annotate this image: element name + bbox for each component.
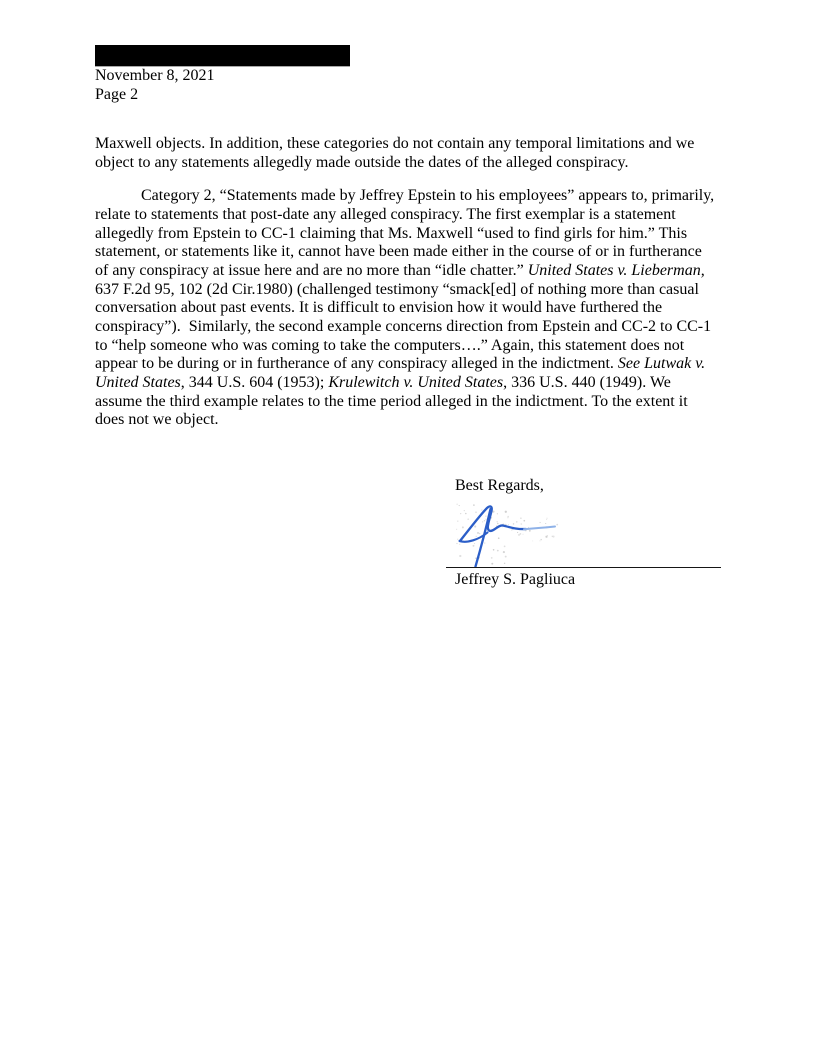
text-line [95,355,727,374]
text-segment: relate to statements that post-date any alleged conspiracy. The first exemplar is a statement [95,205,676,223]
signatory-name: Jeffrey S. Pagliuca [455,571,576,588]
closing-salutation: Best Regards, [455,477,544,494]
text-segment: assume the third example relates to the time period alleged in the indictment. To the extent it [95,392,688,410]
text-line [95,225,727,244]
text-segment: Maxwell objects. In addition, these categories do not contain any temporal limitations and we [95,135,695,152]
text-line [95,299,727,318]
page-number-label: Page 2 [95,86,139,103]
text-line [95,281,727,300]
signature-stroke-tail [524,527,555,530]
redaction-bar [95,45,350,67]
paragraph [95,187,727,430]
text-line [95,337,727,356]
text-segment: appear to be during or in furtherance of any conspiracy alleged in the indictment. [95,355,618,373]
paragraph [95,135,727,172]
text-line [95,135,727,154]
letter-body [95,135,727,430]
signature-image [453,502,565,570]
text-segment: of any conspiracy at issue here and are no more than “idle chatter.” [95,261,528,279]
text-segment: does not we object. [95,411,219,429]
text-segment: Category 2, “Statements made by Jeffrey Epstein to his employees” appears to, primarily, [141,187,715,205]
text-segment: United States [95,373,181,391]
text-line [95,374,727,393]
text-line [95,262,727,281]
text-segment: statement, or statements like it, cannot have been made either in the course of or in furtherance [95,243,702,261]
text-segment: conspiracy”). Similarly, the second example concerns direction from Epstein and CC-2 to CC-1 [95,317,712,335]
text-line [95,411,727,430]
letter-date: November 8, 2021 [95,67,215,84]
text-segment: United States v. Lieberman, [527,261,705,279]
text-segment: object to any statements allegedly made outside the dates of the alleged conspiracy. [95,153,629,171]
text-segment: to “help someone who was coming to take the computers….” Again, this statement does not [95,336,685,354]
text-line [95,318,727,337]
text-segment: , 344 U.S. 604 (1953); [180,373,329,391]
text-segment: , 336 U.S. 440 (1949). We [503,373,671,391]
signature-line [446,567,721,568]
text-line [95,187,727,206]
text-line [95,206,727,225]
text-line [95,154,727,173]
text-segment: Krulewitch v. United States [328,373,504,391]
text-segment: allegedly from Epstein to CC-1 claiming that Ms. Maxwell “used to find girls for him.” This [95,224,688,242]
text-segment: conversation about past events. It is difficult to envision how it would have furthered the [95,299,663,317]
text-line [95,243,727,262]
text-segment: 637 F.2d 95, 102 (2d Cir.1980) (challenged testimony “smack[ed] of nothing more than casual [95,280,699,298]
signature-speckles [456,504,558,565]
text-segment: See Lutwak v. [617,355,706,373]
text-line [95,393,727,412]
